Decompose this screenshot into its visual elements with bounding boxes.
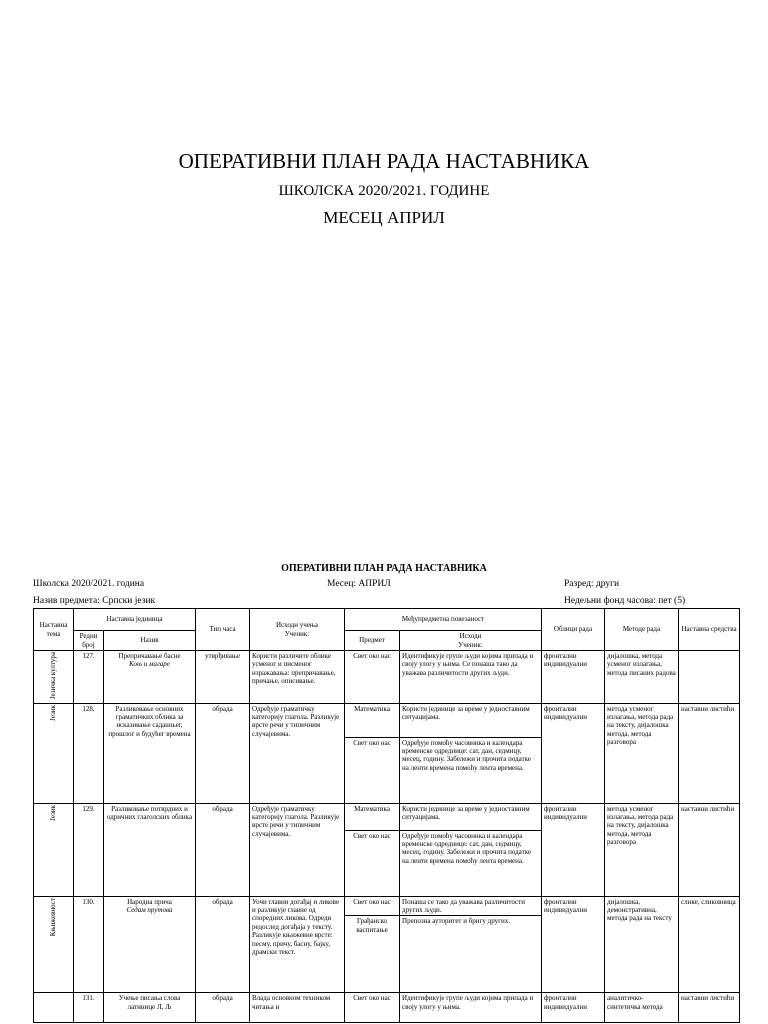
theme-label: Књижевност — [49, 897, 58, 936]
lesson-type: утврђивање — [196, 651, 250, 704]
outcomes: Влада основном техником читања и — [250, 993, 345, 1023]
resources — [679, 651, 740, 704]
corr-outcome: Користи јединице за време у једноставним ситуацијама. — [400, 803, 542, 830]
table-row — [34, 993, 740, 1023]
header-methods: Методе рада — [605, 609, 679, 651]
forms: фронтални индивидуални — [542, 896, 605, 993]
row-number: 129. — [74, 803, 104, 896]
school-year: Школска 2020/2021. година — [33, 579, 145, 589]
methods: аналитичко-синтетичка метода — [605, 993, 679, 1023]
table-row — [34, 651, 740, 704]
plan-table — [33, 608, 740, 1023]
unit-name-cell — [104, 896, 196, 993]
outcomes: Користи различите облике усменог и писменог изражавања: препричавање, причање, описивање. — [250, 651, 345, 704]
unit-name: Препричавање басне — [118, 652, 181, 660]
sheet-title: ОПЕРАТИВНИ ПЛАН РАДА НАСТАВНИКА — [281, 563, 487, 574]
unit-name: Разликовање потврдних и одричних глаголских облика — [104, 803, 196, 896]
methods: дијалошка, демонстративна, метода рада на тексту — [605, 896, 679, 993]
corr-subject: Свет око нас — [345, 896, 400, 916]
theme-label: Језичка култура — [49, 652, 58, 700]
methods: метода усменог излагања, метода рада на тексту, дијалошка метода, метода разговора — [605, 703, 679, 803]
corr-subject: Свет око нас — [345, 651, 400, 704]
corr-subject: Свет око нас — [345, 830, 400, 896]
header-corr-outcomes — [400, 631, 542, 651]
outcomes: Одређује граматичку категорију глагола. Разликује врсте речи у типичним случајевима. — [250, 803, 345, 896]
cover-month: МЕСЕЦ АПРИЛ — [323, 208, 445, 227]
lesson-type: обрада — [196, 993, 250, 1023]
corr-outcome: Идентификује групе људи којима припада и своју улогу у њима. Се понаша тако да уважава различитости других људи. — [400, 651, 542, 704]
cover-school-year: ШКОЛСКА 2020/2021. ГОДИНЕ — [278, 183, 490, 199]
header-outcomes — [250, 609, 345, 651]
resources: наставни листићи — [679, 993, 740, 1023]
theme-cell — [34, 896, 74, 993]
cover-title-block — [0, 148, 768, 229]
header-forms: Облици рада — [542, 609, 605, 651]
grade-label: Разред: други — [564, 579, 620, 589]
unit-name-sub: Седам прутова — [126, 905, 173, 914]
theme-label: Језик — [49, 804, 58, 821]
resources: наставни листићи — [679, 703, 740, 803]
corr-outcome: Препозна ауторитет и бригу других. — [400, 916, 542, 993]
table-row — [34, 703, 740, 737]
methods: метода усменог излагања, метода рада на тексту, дијалошка метода, метода разговора — [605, 803, 679, 896]
corr-outcome: Одређује помоћу часовника и календара временске одреднице: сат, дан, седмицу, месец, годину. Забележи и прочита податке на ленти времена помоћу лента времена. — [400, 737, 542, 803]
subject-label: Назив предмета: Српски језик — [33, 596, 156, 606]
theme-cell — [34, 703, 74, 803]
unit-name: Народна прича — [127, 897, 172, 906]
resources: наставни листићи — [679, 803, 740, 896]
header-theme: Наставна тема — [34, 609, 74, 651]
header-corr-outcomes-label: Исходи — [459, 632, 482, 641]
header-subject: Предмет — [345, 631, 400, 651]
row-number: 130. — [74, 896, 104, 993]
corr-outcome: Одређује помоћу часовника и календара временске одреднице: сат, дан, седмицу, месец, годину. Забележи и прочита податке на ленти времена помоћу лента времена. — [400, 830, 542, 896]
theme-label: Језик — [49, 704, 58, 721]
theme-cell — [34, 651, 74, 704]
outcomes: Уочи главни догађај и ликове и разликује главне од споредних ликова. Одреди редослед догађаја у тексту. Разликује књижевне врсте: песму, причу, басну, бајку, драмски текст. — [250, 896, 345, 993]
forms: фронтални индивидуални — [542, 803, 605, 896]
corr-outcome: Користи јединице за време у једноставним ситуацијама. — [400, 703, 542, 737]
unit-name: Учење писања слова латинице Л, Љ — [104, 993, 196, 1023]
forms: фронтални индивидуални — [542, 651, 605, 704]
theme-cell — [34, 993, 74, 1023]
month-label: Месец: АПРИЛ — [327, 579, 391, 589]
theme-cell — [34, 803, 74, 896]
weekly-hours-label: Недељни фонд часова: пет (5) — [564, 596, 686, 606]
corr-subject: Математика — [345, 703, 400, 737]
table-row — [34, 896, 740, 916]
unit-name-sub: Коњ и магаре — [129, 660, 170, 669]
header-corr-student: Ученик: — [458, 640, 483, 649]
header-name: Назив — [104, 631, 196, 651]
unit-name-cell — [104, 651, 196, 704]
corr-subject: Грађанско васпитање — [345, 916, 400, 993]
corr-subject: Математика — [345, 803, 400, 830]
cover-title: ОПЕРАТИВНИ ПЛАН РАДА НАСТАВНИКА — [178, 149, 590, 173]
corr-outcome: Идентификује групе људи којима припада и своју улогу у њима. — [400, 993, 542, 1023]
row-number: 128. — [74, 703, 104, 803]
header-resources: Наставна средства — [679, 609, 740, 651]
row-number: 131. — [74, 993, 104, 1023]
forms: фронтални индивидуални — [542, 993, 605, 1023]
table-row — [34, 803, 740, 830]
corr-outcome: Понаша се тако да уважава различитости других људи. — [400, 896, 542, 916]
outcomes: Одређује граматичку категорију глагола. Разликује врсте речи у типичним случајевима. — [250, 703, 345, 803]
corr-subject: Свет око нас — [345, 993, 400, 1023]
corr-subject: Свет око нас — [345, 737, 400, 803]
header-number: Редни број — [74, 631, 104, 651]
header-unit: Наставна јединица — [74, 609, 196, 631]
header-correlation: Међупредметна повезаност — [345, 609, 542, 631]
header-outcomes-student: Ученик: — [284, 629, 310, 638]
row-number: 127. — [74, 651, 104, 704]
header-outcomes-label: Исходи учења — [276, 621, 318, 630]
lesson-type: обрада — [196, 803, 250, 896]
forms: фронтални индивидуални — [542, 703, 605, 803]
unit-name: Разликовање основних граматичких облика за исказивање садашњег, прошлог и будућег времена — [104, 703, 196, 803]
lesson-type: обрада — [196, 703, 250, 803]
header-lesson-type: Тип часа — [196, 609, 250, 651]
lesson-type: обрада — [196, 896, 250, 993]
methods: дијалошка, метода усменог излагања, метода писаних радова — [605, 651, 679, 704]
resources: слике, сликовница — [679, 896, 740, 993]
